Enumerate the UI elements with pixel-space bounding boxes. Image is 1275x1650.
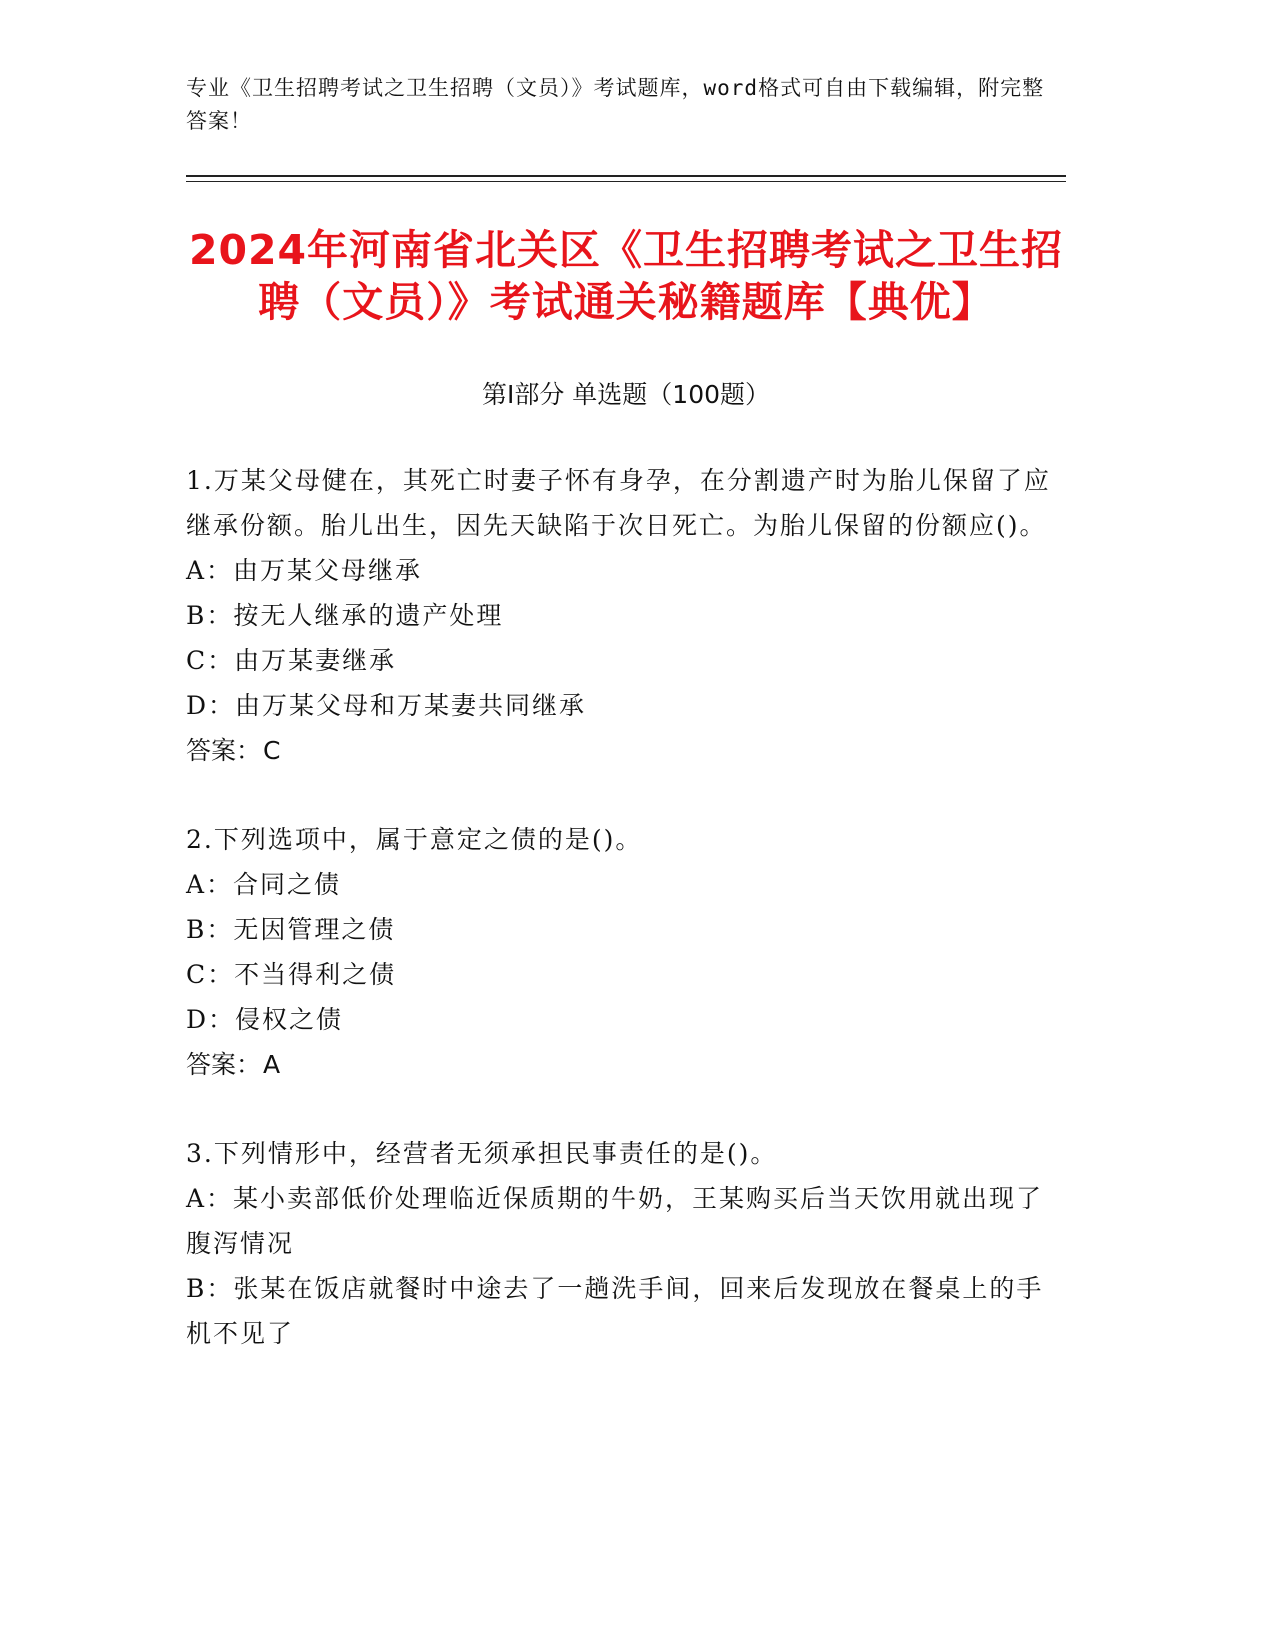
header-note: 专业《卫生招聘考试之卫生招聘（文员）》考试题库，word格式可自由下载编辑，附完整答案！ <box>186 76 1045 133</box>
answer-line <box>186 1042 1066 1087</box>
option-a: A：某小卖部低价处理临近保质期的牛奶，王某购买后当天饮用就出现了腹泻情况 <box>186 1184 1044 1258</box>
option-b: B：张某在饭店就餐时中途去了一趟洗手间，回来后发现放在餐桌上的手机不见了 <box>186 1274 1044 1348</box>
document-title: 2024年河南省北关区《卫生招聘考试之卫生招聘（文员）》考试通关秘籍题库【典优】 <box>188 226 1064 326</box>
option-a: A：由万某父母继承 <box>186 556 423 585</box>
answer-value: A <box>263 1050 281 1079</box>
option-b: B：无因管理之债 <box>186 915 396 944</box>
question-list <box>186 458 1066 1356</box>
option-c: C：不当得利之债 <box>186 960 397 989</box>
question-stem: 2.下列选项中，属于意定之债的是()。 <box>186 825 643 854</box>
option-d: D：由万某父母和万某妻共同继承 <box>186 691 587 720</box>
option-d: D：侵权之债 <box>186 1005 344 1034</box>
question-stem: 3.下列情形中，经营者无须承担民事责任的是()。 <box>186 1139 778 1168</box>
divider-thick <box>186 175 1066 177</box>
answer-line <box>186 728 1066 773</box>
answer-label: 答案： <box>186 736 262 765</box>
divider-thin <box>186 181 1066 182</box>
answer-value: C <box>263 736 281 765</box>
option-b: B：按无人继承的遗产处理 <box>186 601 504 630</box>
option-c: C：由万某妻继承 <box>186 646 397 675</box>
answer-label: 答案： <box>186 1050 262 1079</box>
question-stem: 1.万某父母健在，其死亡时妻子怀有身孕，在分割遗产时为胎儿保留了应继承份额。胎儿出生，因先天缺陷于次日死亡。为胎儿保留的份额应()。 <box>186 466 1051 540</box>
document-page <box>186 72 1066 1400</box>
section-heading: 第I部分 单选题（100题） <box>481 380 771 409</box>
question-1 <box>186 458 1066 773</box>
question-3 <box>186 1131 1066 1356</box>
header-divider <box>186 175 1066 182</box>
option-a: A：合同之债 <box>186 870 342 899</box>
question-2 <box>186 817 1066 1087</box>
